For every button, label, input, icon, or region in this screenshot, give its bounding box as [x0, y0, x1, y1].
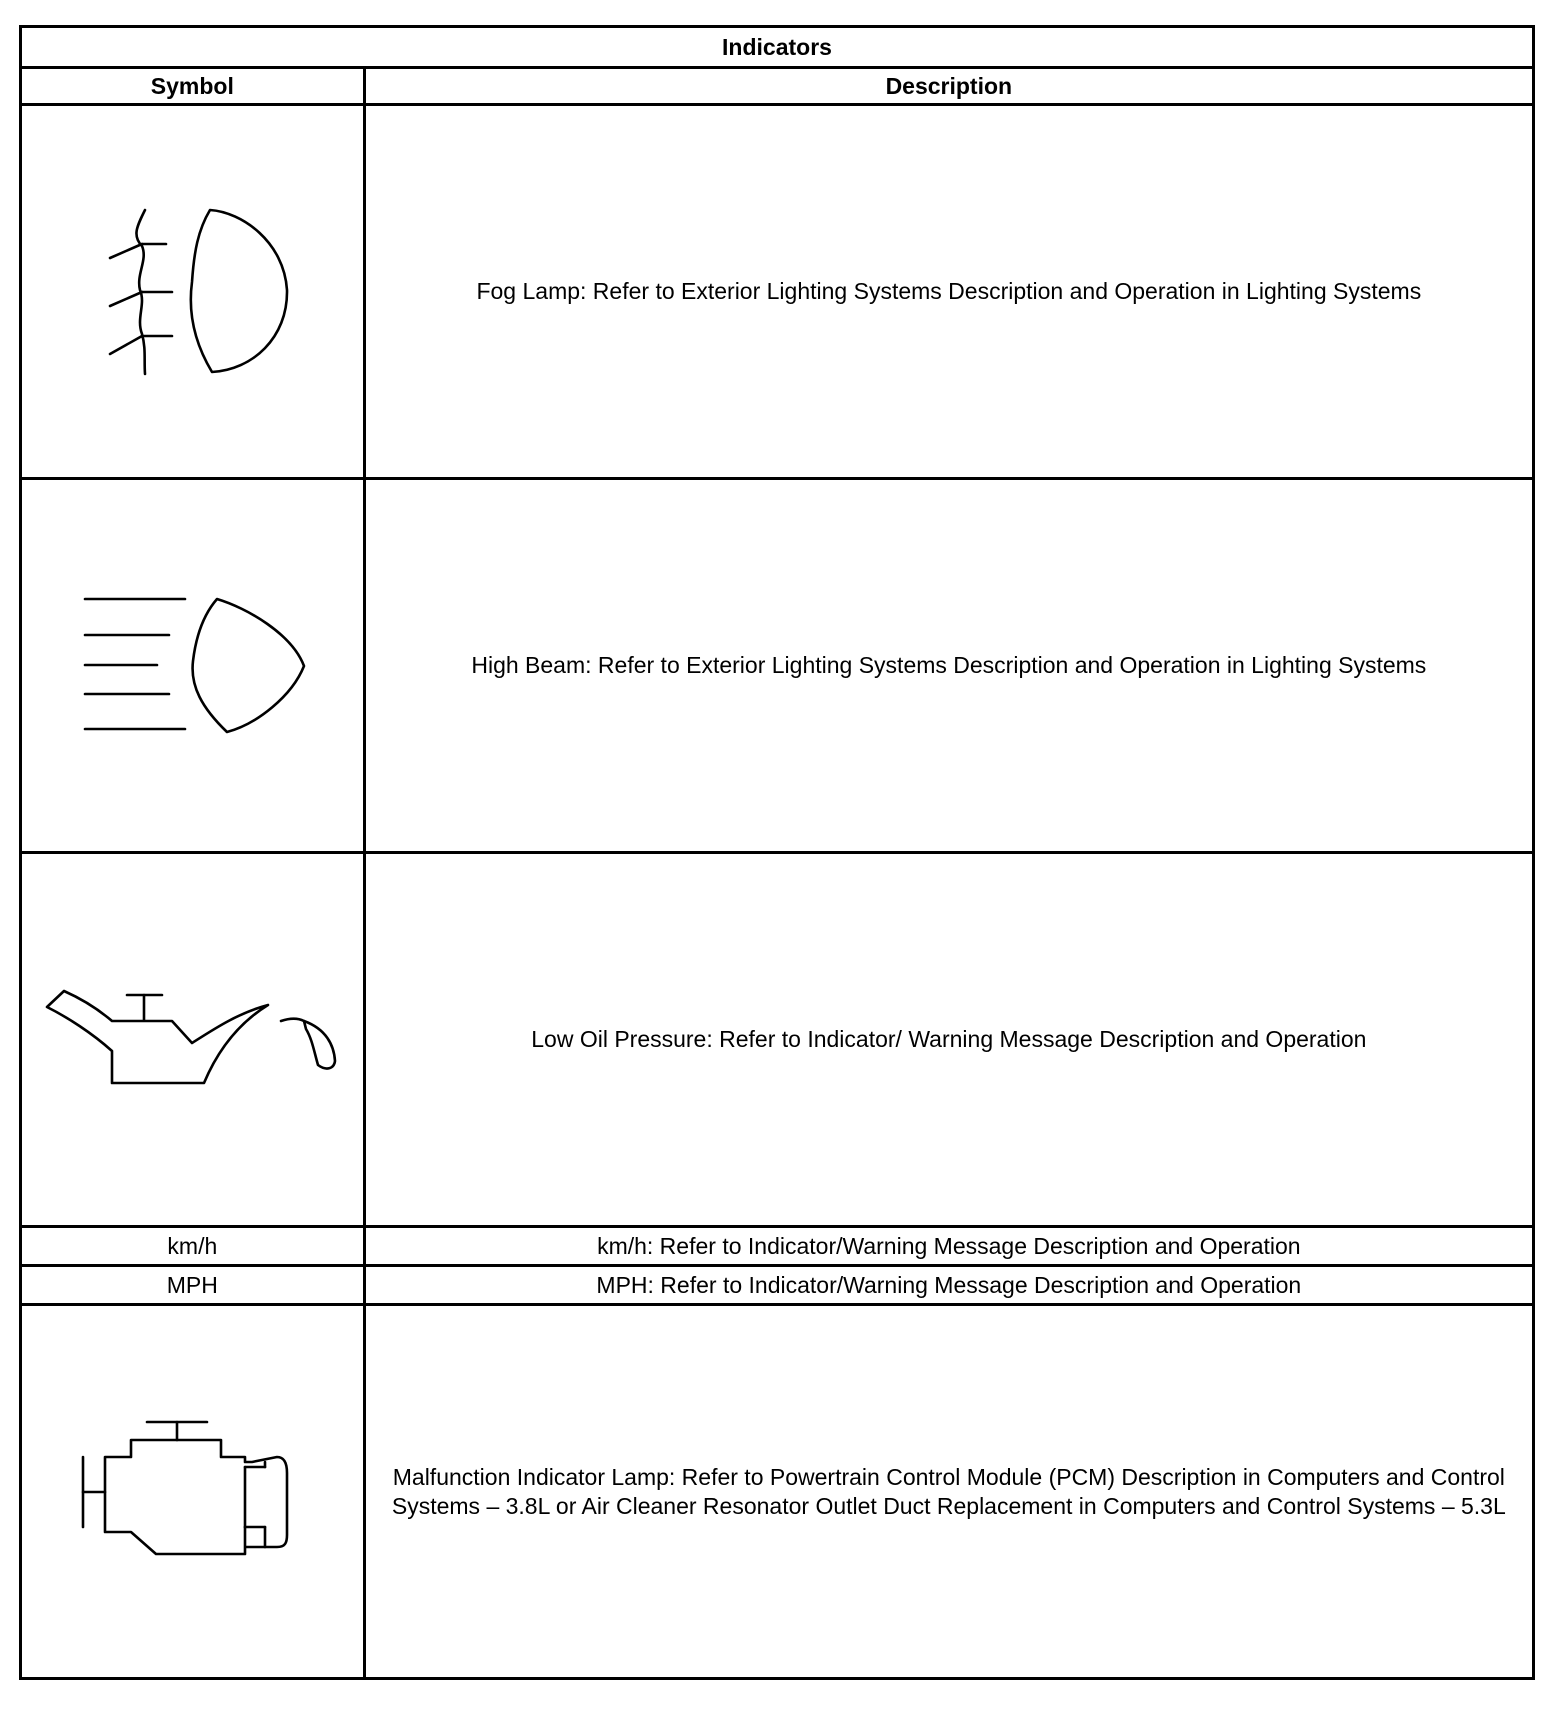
symbol-cell: [21, 1305, 365, 1679]
description-cell: MPH: Refer to Indicator/Warning Message Description and Operation: [364, 1266, 1533, 1305]
table-row: [21, 1227, 1534, 1266]
symbol-text-cell: MPH: [21, 1266, 365, 1305]
symbol-text-cell: km/h: [21, 1227, 365, 1266]
table-row: [21, 1305, 1534, 1679]
table-row: [21, 853, 1534, 1227]
oil-can-icon: [42, 985, 342, 1095]
table-title: Indicators: [21, 27, 1534, 68]
symbol-cell: [21, 853, 365, 1227]
description-cell: km/h: Refer to Indicator/Warning Message Description and Operation: [364, 1227, 1533, 1266]
symbol-cell: [21, 105, 365, 479]
table-row: [21, 479, 1534, 853]
high-beam-icon: [72, 586, 312, 746]
description-cell: Low Oil Pressure: Refer to Indicator/ Warning Message Description and Operation: [364, 853, 1533, 1227]
description-cell: Fog Lamp: Refer to Exterior Lighting Systems Description and Operation in Lighting Systems: [364, 105, 1533, 479]
description-cell: Malfunction Indicator Lamp: Refer to Powertrain Control Module (PCM) Description in Computers and Control Systems – 3.8L or Air Cleaner Resonator Outlet Duct Replacement in Computers and Control Systems – 5.3L: [364, 1305, 1533, 1679]
table-header-row: [21, 68, 1534, 105]
symbol-cell: [21, 479, 365, 853]
fog-lamp-icon: [92, 202, 292, 382]
engine-icon: [77, 1417, 307, 1567]
table-row: [21, 1266, 1534, 1305]
table-title-row: [21, 27, 1534, 68]
indicators-table: [19, 25, 1535, 1680]
column-header-description: Description: [364, 68, 1533, 105]
description-cell: High Beam: Refer to Exterior Lighting Systems Description and Operation in Lighting Systems: [364, 479, 1533, 853]
table-row: [21, 105, 1534, 479]
column-header-symbol: Symbol: [21, 68, 365, 105]
